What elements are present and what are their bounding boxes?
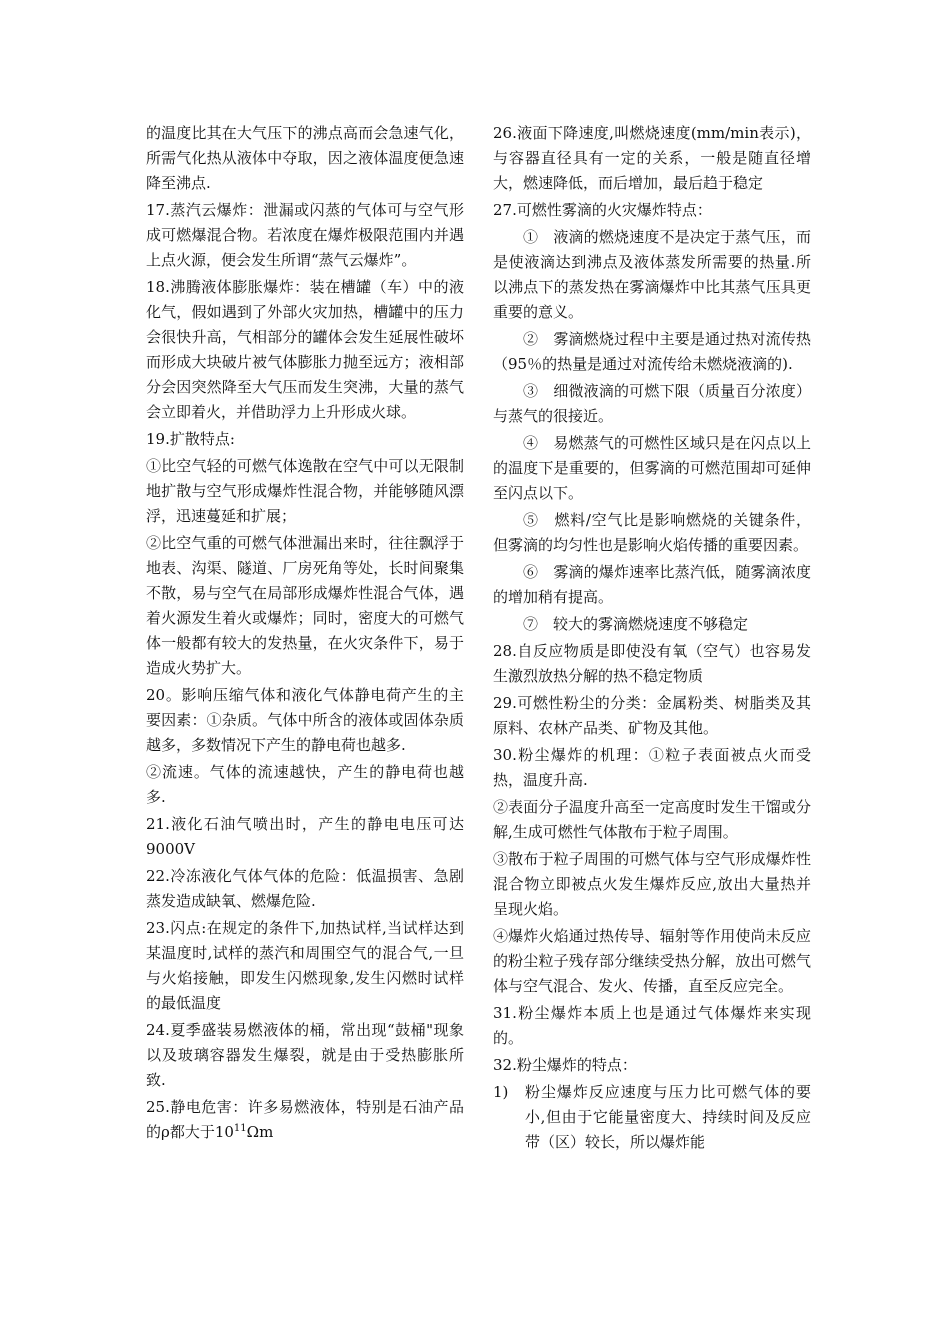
paragraph: ⑤ 燃料/空气比是影响燃烧的关键条件，但雾滴的均匀性也是影响火焰传播的重要因素。 (493, 511, 811, 554)
paragraph: ③ 细微液滴的可燃下限（质量百分浓度）与蒸气的很接近。 (493, 382, 811, 425)
paragraph: 19.扩散特点: (146, 430, 235, 448)
superscript-exponent: 11 (233, 1123, 247, 1134)
paragraph: 22.冷冻液化气体气体的危险：低温损害、急剧蒸发造成缺氧、燃爆危险. (146, 867, 464, 910)
paragraph: 24.夏季盛装易燃液体的桶，常出现“鼓桶"现象以及玻璃容器发生爆裂，就是由于受热膨胀所致. (146, 1021, 464, 1089)
paragraph: 26.液面下降速度,叫燃烧速度(mm/min表示)，与容器直径具有一定的关系，一般是随直径增大，燃速降低，而后增加，最后趋于稳定 (493, 124, 811, 192)
paragraph: 32.粉尘爆炸的特点： (493, 1056, 637, 1074)
right-column (493, 121, 811, 1157)
paragraph: 的温度比其在大气压下的沸点高而会急速气化，所需气化热从液体中夺取，因之液体温度便急速降至沸点. (146, 124, 464, 192)
paragraph: ②比空气重的可燃气体泄漏出来时，往往飘浮于地表、沟渠、隧道、厂房死角等处，长时间聚集不散，易与空气在局部形成爆炸性混合气体，遇着火源发生着火或爆炸；同时，密度大的可燃气体一般都有较大的发热量，在火灾条件下，易于造成火势扩大。 (146, 534, 464, 677)
paragraph: 17.蒸汽云爆炸：泄漏或闪蒸的气体可与空气形成可燃爆混合物。若浓度在爆炸极限范围内并遇上点火源，便会发生所谓“蒸气云爆炸”。 (146, 201, 464, 269)
paragraph-text: 25.静电危害：许多易燃液体，特别是石油产品的ρ都大于10 (146, 1098, 464, 1141)
paragraph: ② 雾滴燃烧过程中主要是通过热对流传热（95％的热量是通过对流传给未燃烧液滴的). (493, 330, 811, 373)
paragraph: ②表面分子温度升高至一定高度时发生干馏或分解,生成可燃性气体散布于粒子周围。 (493, 798, 811, 841)
paragraph: ⑦ 较大的雾滴燃烧速度不够稳定 (523, 615, 749, 633)
paragraph: 23.闪点:在规定的条件下,加热试样,当试样达到某温度时,试样的蒸汽和周围空气的混合气,一旦与火焰接触，即发生闪燃现象,发生闪燃时试样的最低温度 (146, 919, 464, 1012)
paragraph: 30.粉尘爆炸的机理：①粒子表面被点火而受热，温度升高. (493, 746, 811, 789)
paragraph: ③散布于粒子周围的可燃气体与空气形成爆炸性混合物立即被点火发生爆炸反应,放出大量热并呈现火焰。 (493, 850, 811, 918)
list-text: 粉尘爆炸反应速度与压力比可燃气体的要小,但由于它能量密度大、持续时间及反应带（区）较长，所以爆炸能 (525, 1083, 811, 1151)
unit-text: Ωm (246, 1123, 274, 1141)
left-column (146, 121, 464, 1147)
numbered-list-item (493, 1080, 811, 1155)
paragraph: ④爆炸火焰通过热传导、辐射等作用使尚未反应的粉尘粒子残存部分继续受热分解，放出可燃气体与空气混合、发火、传播，直至反应完全。 (493, 927, 811, 995)
paragraph: ① 液滴的燃烧速度不是决定于蒸气压，而是使液滴达到沸点及液体蒸发所需要的热量.所以沸点下的蒸发热在雾滴爆炸中比其蒸气压具更重要的意义。 (493, 228, 811, 321)
paragraph: 31.粉尘爆炸本质上也是通过气体爆炸来实现的。 (493, 1004, 811, 1047)
paragraph: 20。影响压缩气体和液化气体静电荷产生的主要因素：①杂质。气体中所含的液体或固体杂质越多，多数情况下产生的静电荷也越多. (146, 686, 464, 754)
paragraph-resistivity (146, 1095, 464, 1145)
list-number: 1) (493, 1083, 509, 1101)
paragraph: 28.自反应物质是即使没有氧（空气）也容易发生激烈放热分解的热不稳定物质 (493, 642, 811, 685)
paragraph: ④ 易燃蒸气的可燃性区域只是在闪点以上的温度下是重要的，但雾滴的可燃范围却可延伸至闪点以下。 (493, 434, 811, 502)
paragraph: ①比空气轻的可燃气体逸散在空气中可以无限制地扩散与空气形成爆炸性混合物，并能够随风漂浮，迅速蔓延和扩展； (146, 457, 464, 525)
paragraph: ②流速。气体的流速越快，产生的静电荷也越多. (146, 763, 464, 806)
paragraph: 18.沸腾液体膨胀爆炸：装在槽罐（车）中的液化气，假如遇到了外部火灾加热，槽罐中的压力会很快升高，气相部分的罐体会发生延展性破坏而形成大块破片被气体膨胀力抛至远方；液相部分会因突然降至大气压而发生突沸，大量的蒸气会立即着火，并借助浮力上升形成火球。 (146, 278, 464, 421)
paragraph: ⑥ 雾滴的爆炸速率比蒸汽低，随雾滴浓度的增加稍有提高。 (493, 563, 811, 606)
paragraph: 29.可燃性粉尘的分类：金属粉类、树脂类及其原料、农林产品类、矿物及其他。 (493, 694, 811, 737)
paragraph: 21.液化石油气喷出时，产生的静电电压可达9000V (146, 815, 464, 858)
paragraph: 27.可燃性雾滴的火灾爆炸特点： (493, 201, 712, 219)
